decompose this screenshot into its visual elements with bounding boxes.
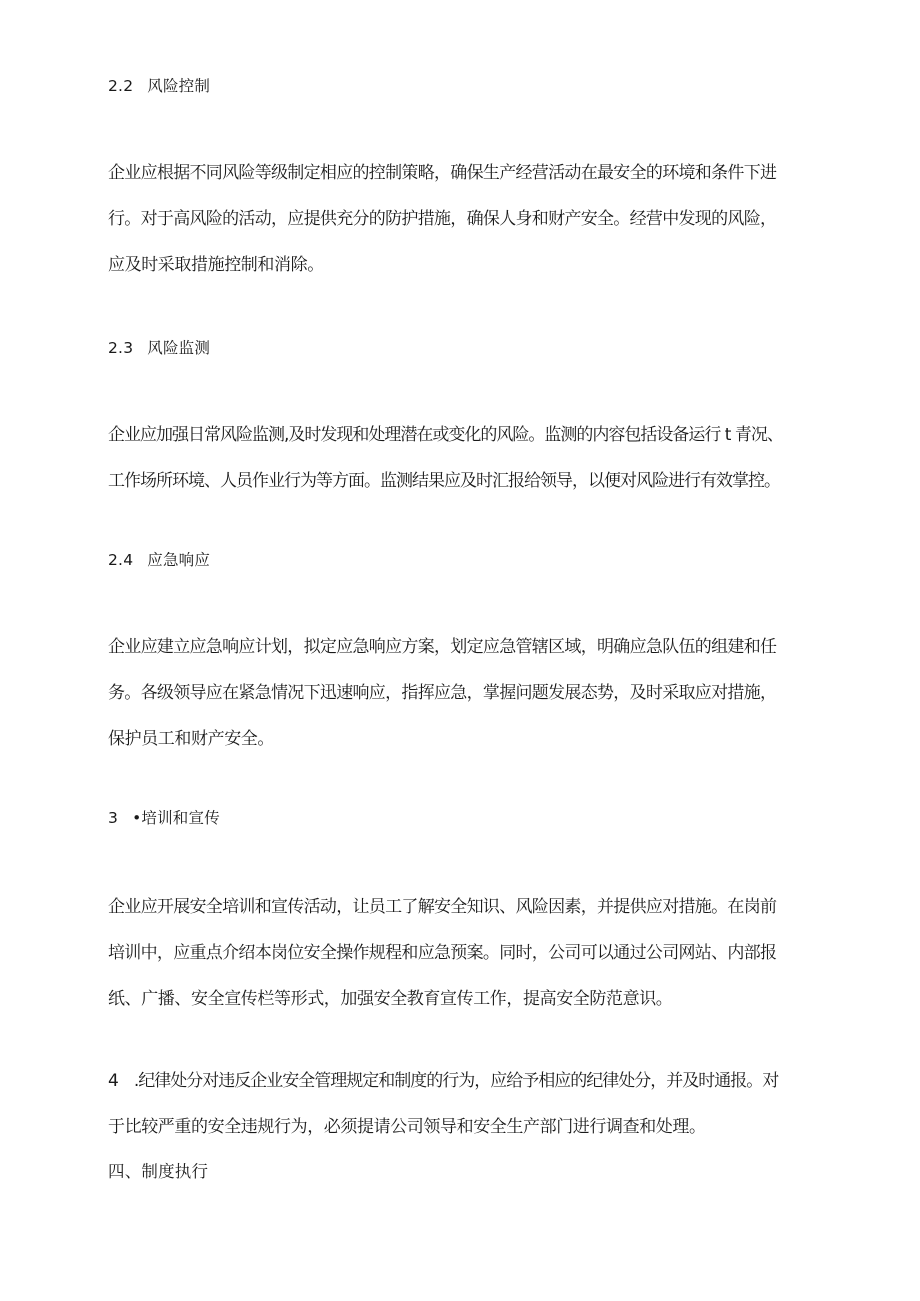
section-title: •培训和宣传 bbox=[132, 809, 220, 827]
section-title: 风险控制 bbox=[147, 77, 211, 95]
paragraph-line: 行。对于高风险的活动，应提供充分的防护措施，确保人身和财产安全。经营中发现的风险， bbox=[108, 209, 777, 229]
paragraph-emergency-response bbox=[108, 632, 820, 770]
section-number: 四、 bbox=[108, 1162, 142, 1181]
paragraph-line: 务。各级领导应在紧急情况下迅速响应，指挥应急，掌握问题发展态势，及时采取应对措施， bbox=[108, 683, 777, 703]
paragraph-line: 企业应开展安全培训和宣传活动，让员工了解安全知识、风险因素，并提供应对措施。在岗前 bbox=[108, 897, 777, 917]
section-heading-training bbox=[108, 808, 220, 828]
paragraph-line: 于比较严重的安全违规行为，必须提请公司领导和安全生产部门进行调查和处理。 bbox=[108, 1117, 706, 1137]
section-heading-risk-monitoring bbox=[108, 338, 210, 358]
section-heading-risk-control bbox=[108, 76, 210, 96]
paragraph-risk-control bbox=[108, 158, 820, 296]
paragraph-line: 纸、广播、安全宣传栏等形式，加强安全教育宣传工作，提高安全防范意识。 bbox=[108, 989, 673, 1009]
section-number: 2.4 bbox=[108, 551, 134, 569]
paragraph-risk-monitoring bbox=[108, 420, 820, 512]
section-heading-emergency-response bbox=[108, 550, 210, 570]
paragraph-training bbox=[108, 892, 820, 1030]
section-title: 风险监测 bbox=[147, 339, 211, 357]
paragraph-discipline bbox=[108, 1066, 820, 1158]
paragraph-line: 应及时采取措施控制和消除。 bbox=[108, 255, 324, 275]
paragraph-line: 工作场所环境、人员作业行为等方面。监测结果应及时汇报给领导，以便对风险进行有效掌控。 bbox=[108, 471, 780, 491]
section-number: 3 bbox=[108, 809, 119, 827]
paragraph-line: 企业应加强日常风险监测,及时发现和处理潜在或变化的风险。监测的内容包括设备运行 t 青况、 bbox=[108, 425, 783, 445]
paragraph-line: 企业应根据不同风险等级制定相应的控制策略，确保生产经营活动在最安全的环境和条件下进 bbox=[108, 163, 777, 183]
section-number: 2.2 bbox=[108, 77, 134, 95]
section-title: 应急响应 bbox=[147, 551, 211, 569]
paragraph-line: 保护员工和财产安全。 bbox=[108, 729, 274, 749]
section-title: 制度执行 bbox=[141, 1162, 209, 1181]
section-heading-enforcement bbox=[108, 1162, 208, 1182]
paragraph-line: 4 .纪律处分对违反企业安全管理规定和制度的行为，应给予相应的纪律处分，并及时通报。对 bbox=[108, 1071, 779, 1091]
paragraph-line: 培训中，应重点介绍本岗位安全操作规程和应急预案。同时，公司可以通过公司网站、内部报 bbox=[108, 943, 777, 963]
paragraph-line: 企业应建立应急响应计划，拟定应急响应方案，划定应急管辖区域，明确应急队伍的组建和任 bbox=[108, 637, 777, 657]
section-number: 2.3 bbox=[108, 339, 134, 357]
